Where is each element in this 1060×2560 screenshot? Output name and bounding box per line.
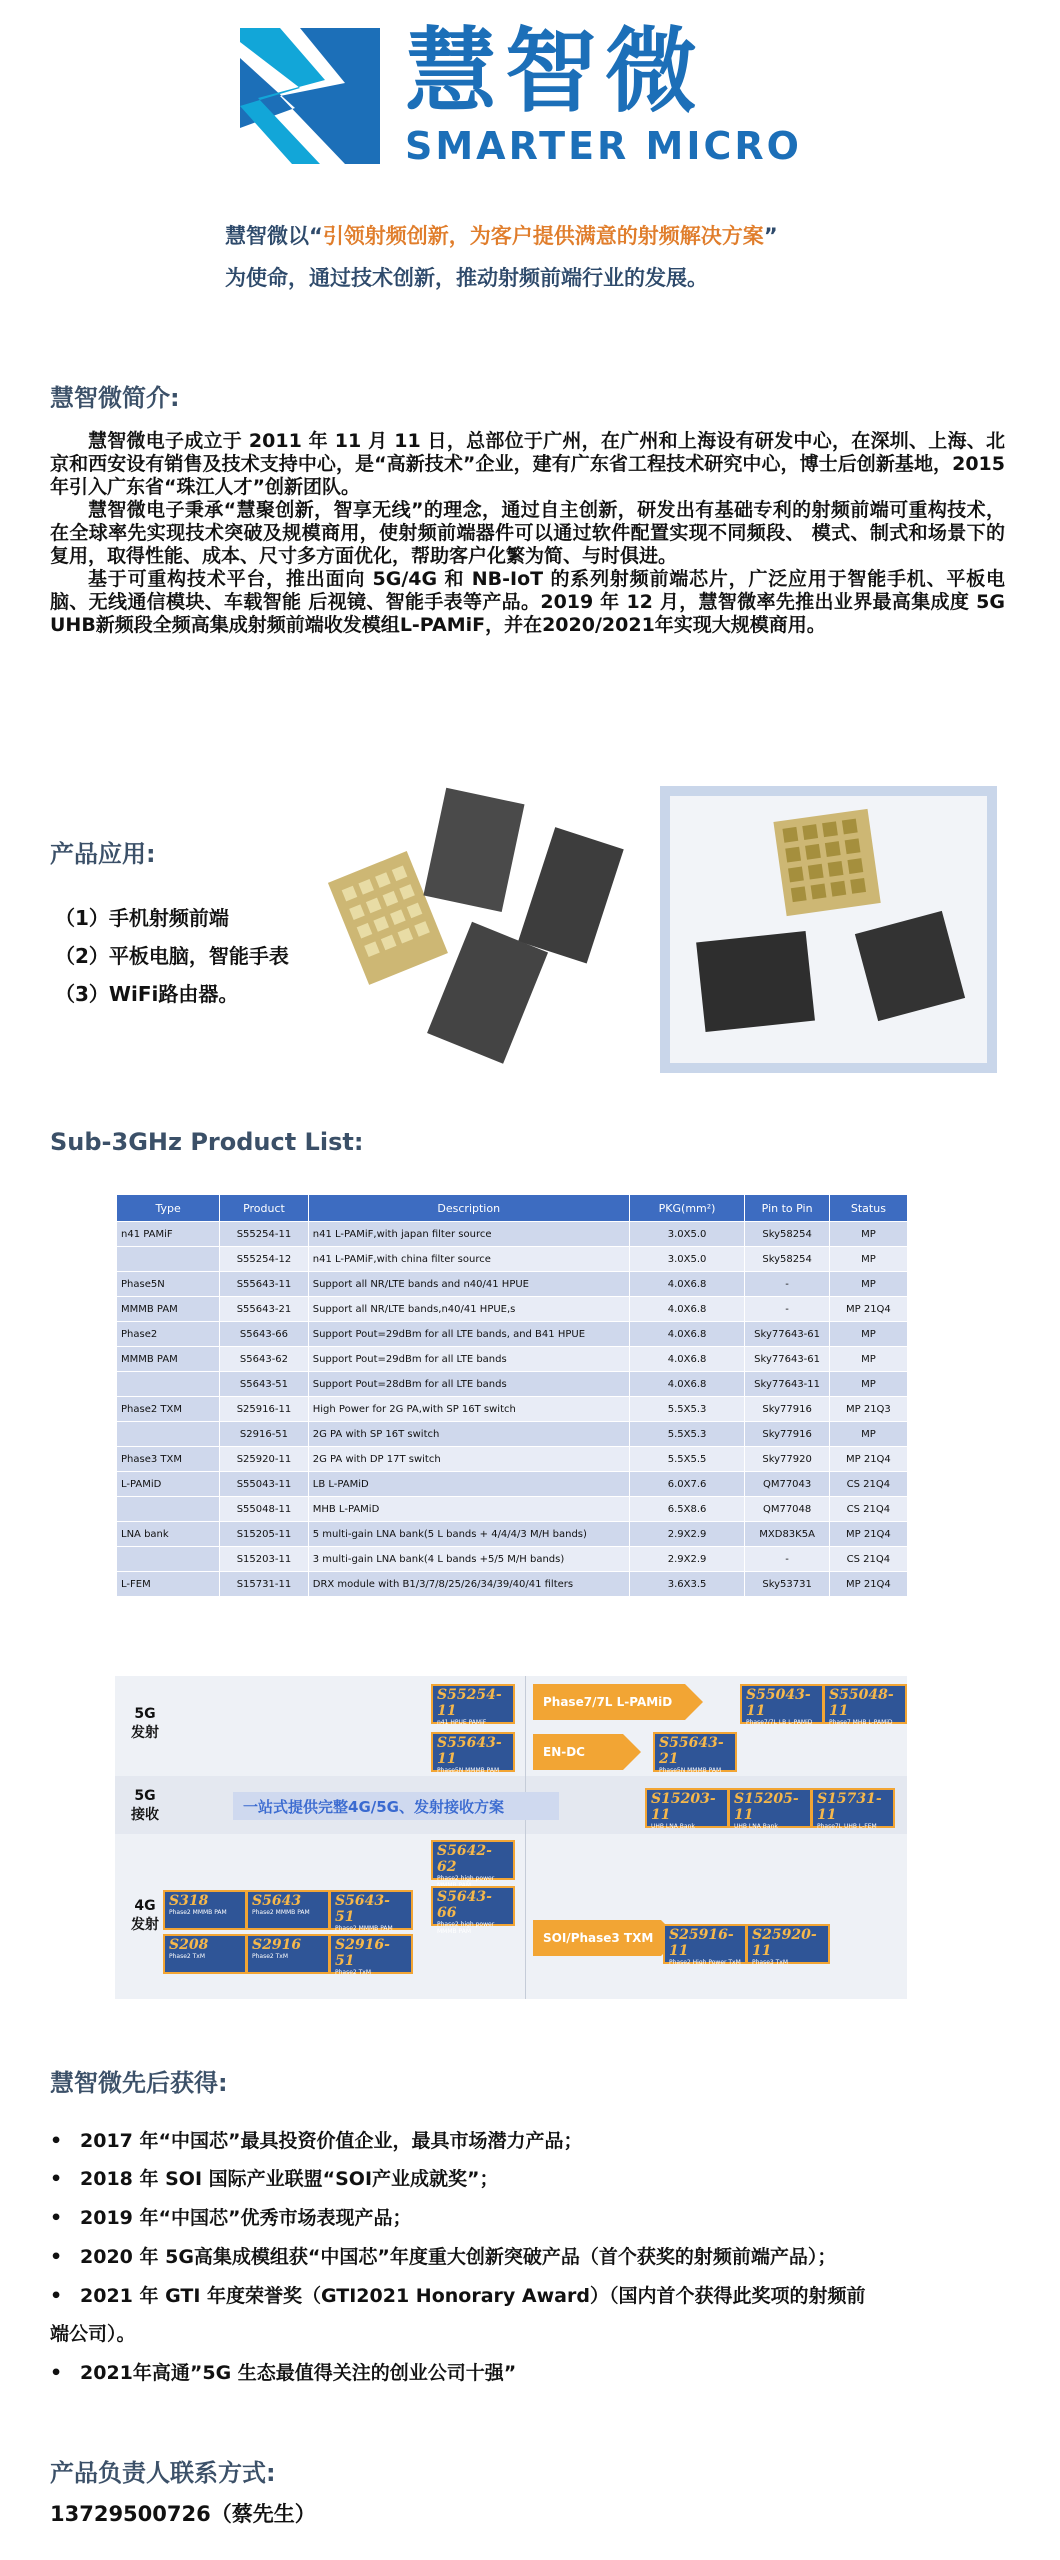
slogan-line-2: 为使命，通过技术创新，推动射频前端行业的发展。: [225, 266, 708, 290]
column-header: Status: [829, 1195, 907, 1222]
slogan-line-1: 慧智微以“引领射频创新，为客户提供满意的射频解决方案”: [225, 224, 778, 248]
table-cell: Sky77916: [745, 1397, 829, 1422]
table-cell: CS 21Q4: [829, 1547, 907, 1572]
table-cell: MP: [829, 1372, 907, 1397]
table-cell: MP: [829, 1422, 907, 1447]
roadmap-chip: [811, 1788, 895, 1828]
table-cell: [117, 1497, 220, 1522]
application-item: （2）平板电脑，智能手表: [55, 944, 289, 968]
table-cell: MP: [829, 1347, 907, 1372]
roadmap-chip: [246, 1934, 330, 1974]
roadmap-chip: [431, 1732, 515, 1772]
intro-paragraph: 慧智微电子成立于 2011 年 11 月 11 日，总部位于广州，在广州和上海设有研发中心，在深圳、上海、北京和西安设有销售及技术支持中心，是“高新技术”企业，建有广东省工程技术研究中心，博士后创新基地，2015 年引入广东省“珠江人才”创新团队。: [50, 430, 1005, 498]
table-row: [117, 1547, 908, 1572]
award-item: • 2020 年 5G高集成模组获“中国芯”年度重大创新突破产品（首个获奖的射频前端产品）；: [50, 2246, 837, 2268]
intro-title: 慧智微简介:: [50, 384, 180, 412]
table-cell: High Power for 2G PA,with SP 16T switch: [308, 1397, 629, 1422]
contact-title: 产品负责人联系方式:: [50, 2459, 276, 2487]
table-cell: S15205-11: [220, 1522, 309, 1547]
roadmap-chip-desc: Phase2 MMMB PAM: [335, 1925, 393, 1932]
roadmap-chip: [746, 1924, 830, 1964]
table-cell: 5 multi-gain LNA bank(5 L bands + 4/4/4/3 M/H bands): [308, 1522, 629, 1547]
roadmap-chip-id: S2916: [252, 1937, 302, 1953]
application-item: （1）手机射频前端: [55, 906, 229, 930]
table-cell: n41 PAMiF: [117, 1222, 220, 1247]
table-cell: Support Pout=28dBm for all LTE bands: [308, 1372, 629, 1397]
table-row: [117, 1372, 908, 1397]
roadmap-chip-desc: Phase2 high power: [437, 1875, 495, 1882]
table-cell: 2.9X2.9: [629, 1522, 745, 1547]
table-cell: 4.0X6.8: [629, 1272, 745, 1297]
intro-body: [50, 430, 1005, 637]
table-cell: S15203-11: [220, 1547, 309, 1572]
roadmap-chip-id: S5642-62: [437, 1843, 492, 1875]
table-cell: 3 multi-gain LNA bank(4 L bands +5/5 M/H bands): [308, 1547, 629, 1572]
logo-cn: 慧智微: [405, 18, 706, 125]
product-table: [116, 1194, 908, 1597]
table-row: [117, 1497, 908, 1522]
award-item-continued: 端公司）。: [50, 2323, 136, 2345]
table-cell: Support Pout=29dBm for all LTE bands, and B41 HPUE: [308, 1322, 629, 1347]
roadmap-arrow: EN-DC: [533, 1734, 623, 1770]
chip-photo-right: [660, 786, 997, 1073]
table-cell: S15731-11: [220, 1572, 309, 1597]
intro-paragraph: 慧智微电子秉承“慧聚创新，智享无线”的理念，通过自主创新，研发出有基础专利的射频前端可重构技术，在全球率先实现技术突破及规模商用，使射频前端器件可以通过软件配置实现不同频段、 模式、制式和场景下的复用，取得性能、成本、尺寸多方面优化，帮助客户化繁为简、与时俱进。: [50, 499, 1005, 567]
roadmap-chip-desc: Phase2 MMMB PAM: [169, 1909, 227, 1916]
table-cell: 2G PA with DP 17T switch: [308, 1447, 629, 1472]
roadmap-chip-desc: n41 HPUE PAMiF: [437, 1719, 487, 1726]
roadmap-row-label: 4G 发射: [131, 1898, 159, 1933]
roadmap-chip: [163, 1934, 247, 1974]
table-cell: 2G PA with SP 16T switch: [308, 1422, 629, 1447]
roadmap-chip-id: S5643: [252, 1893, 302, 1909]
roadmap-chip-desc: Phase2 TxM: [335, 1969, 372, 1976]
roadmap-chip-id: S55254-11: [437, 1687, 502, 1719]
roadmap-arrow: Phase7/7L L-PAMiD: [533, 1684, 685, 1720]
table-cell: L-FEM: [117, 1572, 220, 1597]
table-cell: Phase5N: [117, 1272, 220, 1297]
table-cell: S55043-11: [220, 1472, 309, 1497]
table-cell: Sky77920: [745, 1447, 829, 1472]
product-roadmap: [115, 1676, 907, 1999]
table-cell: MP: [829, 1322, 907, 1347]
table-cell: MXD83K5A: [745, 1522, 829, 1547]
table-cell: CS 21Q4: [829, 1472, 907, 1497]
roadmap-chip: [728, 1788, 812, 1828]
table-cell: L-PAMiD: [117, 1472, 220, 1497]
roadmap-chip-id: S318: [169, 1893, 209, 1909]
table-cell: Phase2: [117, 1322, 220, 1347]
table-cell: Sky77643-11: [745, 1372, 829, 1397]
table-cell: MP 21Q4: [829, 1447, 907, 1472]
roadmap-chip-id: S55043-11: [746, 1687, 811, 1719]
table-row: [117, 1222, 908, 1247]
roadmap-chip-desc: UHB LNA Bank: [734, 1823, 778, 1830]
roadmap-chip-desc: Phase5N MMMB PAM: [437, 1767, 500, 1774]
table-cell: 4.0X6.8: [629, 1347, 745, 1372]
roadmap-chip: [645, 1788, 729, 1828]
table-cell: MP: [829, 1247, 907, 1272]
table-cell: MP: [829, 1272, 907, 1297]
table-cell: MP 21Q3: [829, 1397, 907, 1422]
award-item: • 2017 年“中国芯”最具投资价值企业，最具市场潜力产品；: [50, 2130, 583, 2152]
roadmap-chip-id: S15205-11: [734, 1791, 799, 1823]
table-cell: S25920-11: [220, 1447, 309, 1472]
roadmap-chip: [431, 1840, 515, 1880]
table-cell: S5643-62: [220, 1347, 309, 1372]
table-row: [117, 1247, 908, 1272]
table-cell: S25916-11: [220, 1397, 309, 1422]
table-cell: [117, 1247, 220, 1272]
roadmap-chip-desc: Phase2 TxM: [252, 1953, 289, 1960]
table-cell: 3.0X5.0: [629, 1222, 745, 1247]
roadmap-row-label: 5G 接收: [131, 1788, 159, 1823]
table-cell: CS 21Q4: [829, 1497, 907, 1522]
table-cell: 3.6X3.5: [629, 1572, 745, 1597]
table-cell: Sky58254: [745, 1222, 829, 1247]
table-cell: MMMB PAM: [117, 1297, 220, 1322]
roadmap-chip-id: S55643-21: [659, 1735, 724, 1767]
roadmap-banner: 一站式提供完整4G/5G、发射接收方案: [233, 1792, 559, 1820]
table-cell: n41 L-PAMiF,with china filter source: [308, 1247, 629, 1272]
table-cell: Sky58254: [745, 1247, 829, 1272]
table-cell: [117, 1372, 220, 1397]
roadmap-chip-desc: Phase2 High Power TxM: [669, 1959, 741, 1966]
table-cell: Sky77643-61: [745, 1322, 829, 1347]
table-row: [117, 1447, 908, 1472]
roadmap-chip: [163, 1890, 247, 1930]
contact-phone: 13729500726（蔡先生）: [50, 2502, 316, 2526]
table-cell: Support all NR/LTE bands and n40/41 HPUE: [308, 1272, 629, 1297]
column-header: Product: [220, 1195, 309, 1222]
chip-photo-left: [320, 785, 640, 1075]
table-row: [117, 1347, 908, 1372]
table-cell: S55643-21: [220, 1297, 309, 1322]
roadmap-chip: [431, 1684, 515, 1724]
table-cell: 4.0X6.8: [629, 1372, 745, 1397]
table-cell: -: [745, 1547, 829, 1572]
roadmap-chip-id: S5643-66: [437, 1889, 492, 1921]
award-item: • 2021年高通”5G 生态最值得关注的创业公司十强”: [50, 2362, 517, 2384]
roadmap-chip-id: S15203-11: [651, 1791, 716, 1823]
award-item: • 2021 年 GTI 年度荣誉奖（GTI2021 Honorary Award）（国内首个获得此奖项的射频前: [50, 2285, 866, 2307]
table-cell: Phase3 TXM: [117, 1447, 220, 1472]
roadmap-chip-id: S55048-11: [829, 1687, 894, 1719]
roadmap-chip-desc: Phase5N MMMB PAM: [659, 1767, 722, 1774]
table-cell: [117, 1422, 220, 1447]
roadmap-chip-id: S25920-11: [752, 1927, 817, 1959]
roadmap-chip-id: S15731-11: [817, 1791, 882, 1823]
table-cell: -: [745, 1297, 829, 1322]
table-cell: 2.9X2.9: [629, 1547, 745, 1572]
table-cell: 5.5X5.3: [629, 1422, 745, 1447]
table-cell: 3.0X5.0: [629, 1247, 745, 1272]
chip-photo-right-image: [670, 796, 987, 1063]
table-row: [117, 1572, 908, 1597]
roadmap-chip-id: S55643-11: [437, 1735, 502, 1767]
table-row: [117, 1272, 908, 1297]
roadmap-chip-desc: Phase2 MMMB PAM: [252, 1909, 310, 1916]
applications-title: 产品应用:: [50, 840, 156, 868]
roadmap-chip-desc: Phase3 TxM: [752, 1959, 789, 1966]
table-cell: Sky53731: [745, 1572, 829, 1597]
table-cell: S5643-66: [220, 1322, 309, 1347]
table-cell: S55254-11: [220, 1222, 309, 1247]
table-cell: MP 21Q4: [829, 1522, 907, 1547]
table-cell: Support all NR/LTE bands,n40/41 HPUE,s: [308, 1297, 629, 1322]
table-cell: S55643-11: [220, 1272, 309, 1297]
roadmap-chip: [329, 1890, 413, 1930]
table-cell: Support Pout=29dBm for all LTE bands: [308, 1347, 629, 1372]
awards-title: 慧智微先后获得:: [50, 2069, 228, 2097]
table-cell: S55048-11: [220, 1497, 309, 1522]
product-list-title: Sub-3GHz Product List:: [50, 1128, 364, 1156]
roadmap-chip-desc: Phase2 high power MMMB PAM: [437, 1921, 495, 1935]
roadmap-chip: [823, 1684, 907, 1724]
table-cell: LB L-PAMiD: [308, 1472, 629, 1497]
table-cell: Sky77643-61: [745, 1347, 829, 1372]
intro-paragraph: 基于可重构技术平台，推出面向 5G/4G 和 NB-IoT 的系列射频前端芯片，广泛应用于智能手机、平板电脑、无线通信模块、车载智能 后视镜、智能手表等产品。2019 年 12 月，慧智微率先推出业界最高集成度 5G UHB新频段全频高集成射频前端收发模组L-PAMiF，并在2020/2021年实现大规模商用。: [50, 568, 1005, 636]
logo-en: SMARTER MICRO: [405, 124, 802, 168]
table-cell: -: [745, 1272, 829, 1297]
column-header: Type: [117, 1195, 220, 1222]
roadmap-row-label: 5G 发射: [131, 1706, 159, 1741]
table-row: [117, 1472, 908, 1497]
table-cell: 4.0X6.8: [629, 1322, 745, 1347]
logo-mark-icon: [240, 28, 380, 164]
roadmap-chip: [246, 1890, 330, 1930]
table-cell: MP: [829, 1222, 907, 1247]
column-header: Description: [308, 1195, 629, 1222]
table-cell: MP 21Q4: [829, 1297, 907, 1322]
table-cell: DRX module with B1/3/7/8/25/26/34/39/40/41 filters: [308, 1572, 629, 1597]
roadmap-chip: [431, 1886, 515, 1935]
table-cell: QM77048: [745, 1497, 829, 1522]
award-item: • 2019 年“中国芯”优秀市场表现产品；: [50, 2207, 412, 2229]
table-cell: 4.0X6.8: [629, 1297, 745, 1322]
table-cell: Sky77916: [745, 1422, 829, 1447]
roadmap-chip-id: S25916-11: [669, 1927, 734, 1959]
roadmap-chip-desc: Phase2 TxM: [169, 1953, 206, 1960]
table-row: [117, 1522, 908, 1547]
table-row: [117, 1322, 908, 1347]
table-cell: S55254-12: [220, 1247, 309, 1272]
table-header-row: [117, 1195, 908, 1222]
roadmap-chip-id: S5643-51: [335, 1893, 390, 1925]
roadmap-chip-desc: UHB LNA Bank: [651, 1823, 695, 1830]
table-cell: MMMB PAM: [117, 1347, 220, 1372]
column-header: PKG(mm²): [629, 1195, 745, 1222]
roadmap-chip: [663, 1924, 747, 1964]
table-cell: [117, 1547, 220, 1572]
award-item: • 2018 年 SOI 国际产业联盟“SOI产业成就奖”；: [50, 2168, 499, 2190]
table-cell: S5643-51: [220, 1372, 309, 1397]
roadmap-chip-desc: Phase7/7L LB L-PAMiD: [746, 1719, 813, 1726]
table-cell: 6.5X8.6: [629, 1497, 745, 1522]
column-header: Pin to Pin: [745, 1195, 829, 1222]
table-row: [117, 1297, 908, 1322]
roadmap-arrow: SOI/Phase3 TXM: [533, 1920, 661, 1956]
table-row: [117, 1397, 908, 1422]
table-cell: 5.5X5.3: [629, 1397, 745, 1422]
table-cell: LNA bank: [117, 1522, 220, 1547]
table-cell: Phase2 TXM: [117, 1397, 220, 1422]
table-cell: MP 21Q4: [829, 1572, 907, 1597]
table-cell: QM77043: [745, 1472, 829, 1497]
table-row: [117, 1422, 908, 1447]
table-cell: MHB L-PAMiD: [308, 1497, 629, 1522]
roadmap-chip-desc: Phase7L UHB L-FEM: [817, 1823, 877, 1830]
roadmap-chip: [653, 1732, 737, 1772]
table-cell: 5.5X5.5: [629, 1447, 745, 1472]
roadmap-chip-desc: Phase7 MHB L-PAMiD: [829, 1719, 893, 1726]
table-cell: S2916-51: [220, 1422, 309, 1447]
application-item: （3）WiFi路由器。: [55, 982, 239, 1006]
roadmap-chip: [329, 1934, 413, 1974]
roadmap-chip-id: S208: [169, 1937, 209, 1953]
table-cell: 6.0X7.6: [629, 1472, 745, 1497]
table-cell: n41 L-PAMiF,with japan filter source: [308, 1222, 629, 1247]
roadmap-chip: [740, 1684, 824, 1724]
roadmap-chip-id: S2916-51: [335, 1937, 390, 1969]
